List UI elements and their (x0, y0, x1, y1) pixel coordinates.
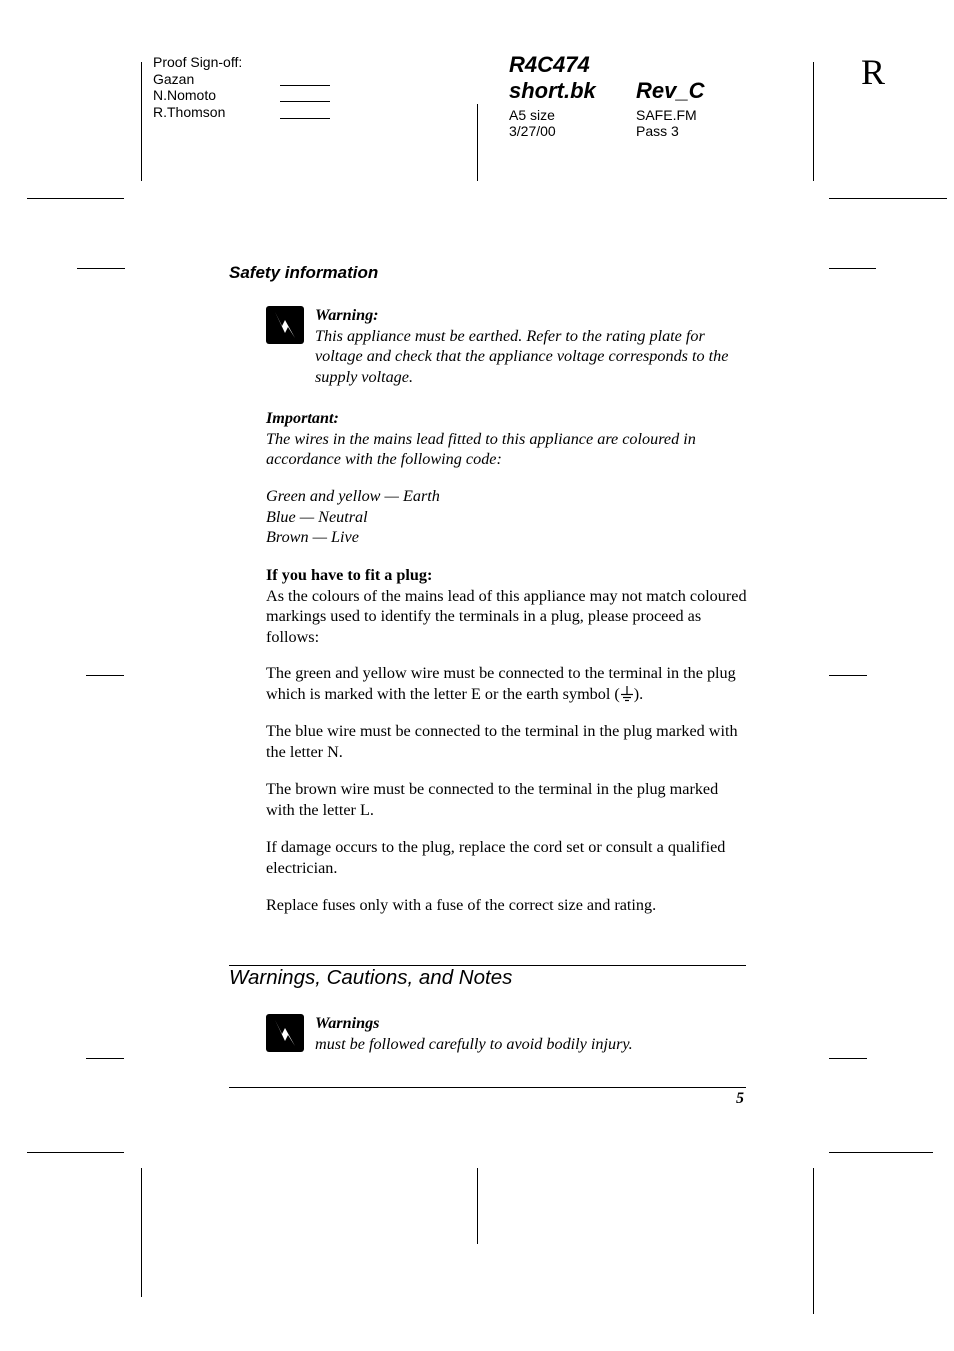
book-file: short.bk (509, 78, 596, 103)
damage-paragraph (266, 837, 748, 878)
signature-line (280, 118, 330, 119)
important-block (266, 408, 748, 470)
warnings-note-block (315, 1013, 747, 1054)
warning-title: Warning: (315, 306, 379, 324)
color-code-item: Green and yellow — Earth (266, 487, 440, 505)
revision: Rev_C (636, 78, 705, 103)
crop-mark (27, 1152, 124, 1153)
color-code-item: Brown — Live (266, 528, 359, 547)
pass-number: Pass 3 (636, 123, 679, 139)
color-code-item: Blue — Neutral (266, 507, 368, 526)
signer-name: R.Thomson (153, 104, 226, 121)
crop-mark (829, 198, 947, 199)
crop-mark (477, 104, 478, 181)
fuse-text: Replace fuses only with a fuse of the correct size and rating. (266, 896, 657, 914)
important-text: The wires in the mains lead fitted to this appliance are coloured in accordance with the following code: (266, 429, 696, 469)
crop-mark (829, 268, 876, 269)
file-name: SAFE.FM (636, 107, 697, 123)
signer-name: N.Nomoto (153, 87, 217, 104)
green-yellow-text: The green and yellow wire must be connected to the terminal in the plug which is marked with the letter E or the earth symbol ( (266, 664, 736, 703)
plug-block (266, 565, 748, 647)
plug-intro: As the colours of the mains lead of this appliance may not match coloured markings used to identify the terminals in a plug, please proceed as follows: (266, 586, 747, 646)
blue-text: The blue wire must be connected to the terminal in the plug marked with the letter N. (266, 722, 738, 761)
warning-lightning-icon (266, 306, 304, 344)
signer-name: Gazan (153, 70, 195, 87)
book-code: R4C474 (509, 52, 590, 77)
crop-mark (829, 1152, 933, 1153)
warning-block (315, 305, 747, 387)
warning-text: This appliance must be earthed. Refer to the rating plate for voltage and check that the appliance voltage corresponds to the supply voltage. (315, 326, 729, 386)
important-title: Important: (266, 409, 339, 427)
blue-paragraph (266, 721, 748, 762)
crop-mark (86, 1058, 124, 1059)
paper-size: A5 size (509, 107, 555, 123)
color-code-list (266, 486, 748, 548)
warnings-text: must be followed carefully to avoid bodily injury. (315, 1034, 633, 1053)
corner-mark: R (861, 52, 886, 92)
section-subheading: Safety information (229, 263, 379, 282)
warning-lightning-icon (266, 1014, 304, 1052)
brown-paragraph (266, 779, 748, 820)
crop-mark (477, 1168, 478, 1244)
crop-mark (813, 62, 814, 181)
crop-mark (141, 62, 142, 181)
crop-mark (27, 198, 124, 199)
green-yellow-end: ). (633, 684, 644, 703)
page-number: 5 (736, 1090, 744, 1107)
crop-mark (86, 675, 124, 676)
warnings-title: Warnings (315, 1014, 380, 1032)
date: 3/27/00 (509, 123, 556, 139)
crop-mark (77, 268, 125, 269)
section-heading: Warnings, Cautions, and Notes (229, 966, 513, 989)
signature-line (280, 101, 330, 102)
brown-text: The brown wire must be connected to the terminal in the plug marked with the letter L. (266, 780, 719, 819)
signature-line (280, 85, 330, 86)
proof-label: Proof Sign-off: (153, 54, 243, 70)
green-yellow-paragraph (266, 663, 752, 704)
damage-text: If damage occurs to the plug, replace the cord set or consult a qualified electrician. (266, 838, 726, 877)
fuse-paragraph (266, 895, 748, 916)
footer-rule (229, 1087, 746, 1088)
earth-ground-icon (620, 686, 634, 702)
crop-mark (829, 675, 867, 676)
crop-mark (813, 1168, 814, 1314)
crop-mark (829, 1058, 867, 1059)
proof-signoff (153, 54, 242, 121)
crop-mark (141, 1168, 142, 1297)
plug-title: If you have to fit a plug: (266, 566, 433, 584)
